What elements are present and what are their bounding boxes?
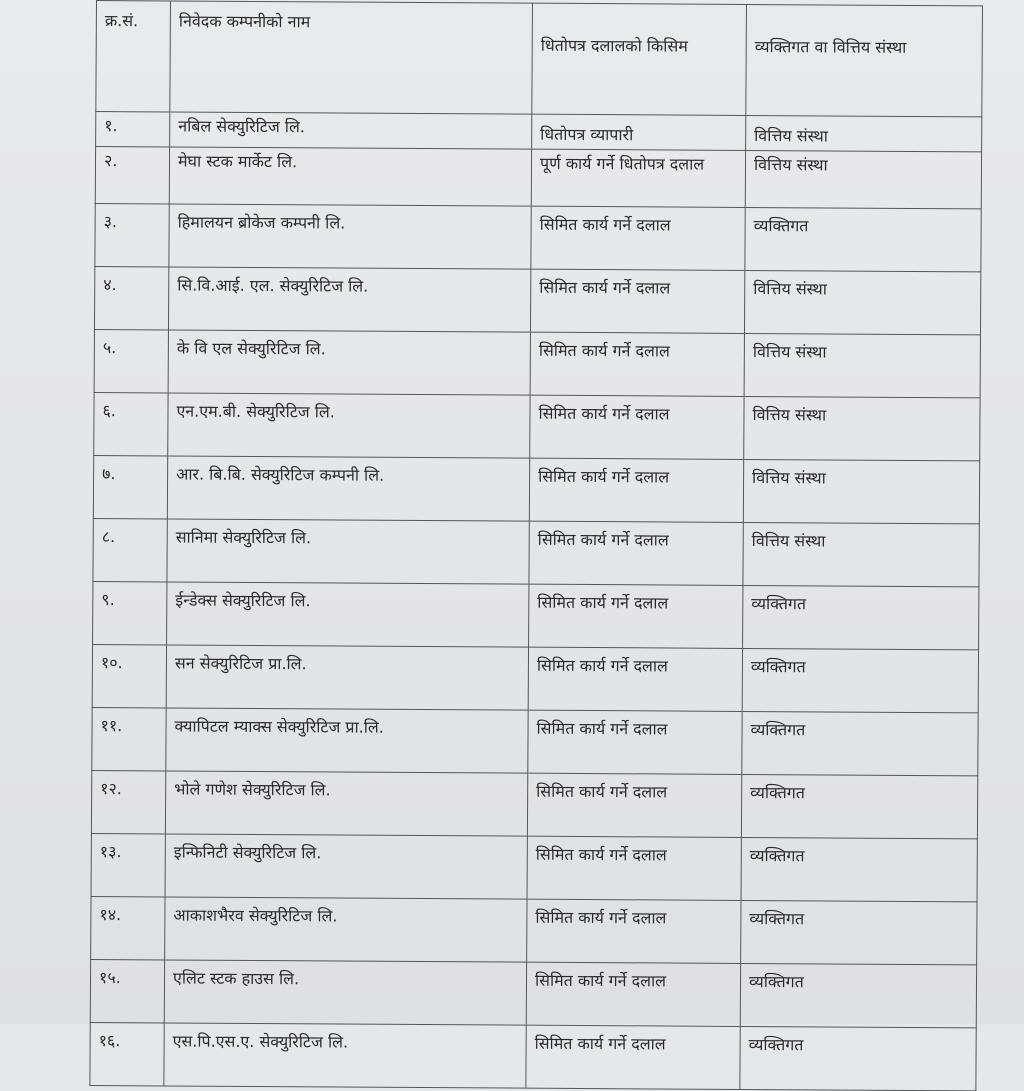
row-broker-type: सिमित कार्य गर्ने दलाल (529, 521, 743, 585)
row-serial-number: ४. (94, 266, 168, 329)
table-row (90, 1022, 976, 1090)
table-row (94, 329, 980, 397)
row-category: व्यक्तिगत (742, 648, 978, 712)
row-broker-type: सिमित कार्य गर्ने दलाल (530, 395, 744, 459)
row-company-name: आकाशभैरव सेक्युरिटिज लि. (165, 897, 527, 962)
row-category: व्यक्तिगत (741, 900, 977, 964)
table-row (96, 112, 982, 152)
row-broker-type: सिमित कार्य गर्ने दलाल (530, 269, 744, 333)
broker-applicant-table (89, 0, 983, 1091)
table-row (90, 959, 976, 1027)
row-company-name: क्यापिटल म्याक्स सेक्युरिटिज प्रा.लि. (166, 708, 528, 773)
table-row (92, 644, 978, 712)
table-row (94, 392, 980, 460)
row-serial-number: १०. (92, 644, 166, 707)
row-broker-type: सिमित कार्य गर्ने दलाल (526, 962, 740, 1026)
row-broker-type: सिमित कार्य गर्ने दलाल (529, 458, 743, 522)
table-row (95, 147, 981, 209)
row-company-name: एलिट स्टक हाउस लि. (164, 960, 526, 1025)
header-company-name: निवेदक कम्पनीको नाम (170, 1, 533, 114)
header-broker-type: धितोपत्र दलालको किसिम (532, 3, 747, 115)
row-broker-type: सिमित कार्य गर्ने दलाल (528, 647, 742, 711)
header-category: व्यक्तिगत वा वित्तिय संस्था (746, 4, 983, 116)
row-company-name: ईन्डेक्स सेक्युरिटिज लि. (167, 582, 529, 647)
row-serial-number: ५. (94, 329, 168, 392)
row-company-name: सानिमा सेक्युरिटिज लि. (167, 519, 529, 584)
row-serial-number: १६. (90, 1022, 164, 1085)
row-category: वित्तिय संस्था (744, 396, 980, 460)
table-row (95, 203, 981, 271)
row-company-name: एन.एम.बी. सेक्युरिटिज लि. (168, 393, 530, 458)
row-category: व्यक्तिगत (740, 1026, 976, 1090)
row-company-name: नबिल सेक्युरिटिज लि. (170, 112, 532, 149)
table-row (91, 770, 977, 838)
row-broker-type: सिमित कार्य गर्ने दलाल (528, 710, 742, 774)
row-category: व्यक्तिगत (741, 837, 977, 901)
row-serial-number: १. (96, 112, 170, 147)
row-serial-number: ११. (92, 707, 166, 770)
row-broker-type: सिमित कार्य गर्ने दलाल (527, 899, 741, 963)
header-serial-number: क्र.सं. (96, 1, 171, 112)
table-row (93, 455, 979, 523)
row-category: व्यक्तिगत (742, 711, 978, 775)
row-category: वित्तिय संस्था (743, 459, 979, 523)
table-row (93, 581, 979, 649)
row-serial-number: ९. (93, 581, 167, 644)
row-category: वित्तिय संस्था (743, 522, 979, 586)
row-broker-type: सिमित कार्य गर्ने दलाल (526, 1025, 740, 1089)
row-company-name: मेघा स्टक मार्केट लि. (169, 147, 531, 206)
row-category: वित्तिय संस्था (745, 150, 981, 208)
row-serial-number: २. (95, 147, 169, 204)
row-broker-type: धितोपत्र व्यापारी (532, 114, 746, 150)
row-company-name: आर. बि.बि. सेक्युरिटिज कम्पनी लि. (167, 456, 529, 521)
row-serial-number: ३. (95, 203, 169, 266)
row-broker-type: सिमित कार्य गर्ने दलाल (531, 206, 745, 270)
table-row (93, 518, 979, 586)
row-company-name: एस.पि.एस.ए. सेक्युरिटिज लि. (164, 1023, 526, 1088)
row-category: वित्तिय संस्था (744, 333, 980, 397)
row-category: वित्तिय संस्था (746, 115, 982, 151)
row-category: व्यक्तिगत (745, 207, 981, 271)
row-company-name: भोले गणेश सेक्युरिटिज लि. (165, 771, 527, 836)
row-broker-type: सिमित कार्य गर्ने दलाल (527, 773, 741, 837)
row-serial-number: १४. (91, 896, 165, 959)
row-category: व्यक्तिगत (743, 585, 979, 649)
row-broker-type: सिमित कार्य गर्ने दलाल (529, 584, 743, 648)
table-row (91, 896, 977, 964)
row-broker-type: सिमित कार्य गर्ने दलाल (527, 836, 741, 900)
table-row (92, 707, 978, 775)
row-category: व्यक्तिगत (740, 963, 976, 1027)
row-company-name: के वि एल सेक्युरिटिज लि. (168, 330, 530, 395)
row-company-name: इन्फिनिटी सेक्युरिटिज लि. (165, 834, 527, 899)
table-row (94, 266, 980, 334)
row-serial-number: १५. (90, 959, 164, 1022)
row-broker-type: पूर्ण कार्य गर्ने धितोपत्र दलाल (531, 149, 745, 207)
row-category: वित्तिय संस्था (744, 270, 980, 334)
row-serial-number: ७. (93, 455, 167, 518)
table-header-row (96, 1, 983, 117)
row-broker-type: सिमित कार्य गर्ने दलाल (530, 332, 744, 396)
row-category: व्यक्तिगत (741, 774, 977, 838)
table-row (91, 833, 977, 901)
row-serial-number: १३. (91, 833, 165, 896)
row-serial-number: ८. (93, 518, 167, 581)
row-serial-number: ६. (94, 392, 168, 455)
row-company-name: सन सेक्युरिटिज प्रा.लि. (166, 645, 528, 710)
row-company-name: हिमालयन ब्रोकेज कम्पनी लि. (169, 204, 531, 269)
row-serial-number: १२. (91, 770, 165, 833)
row-company-name: सि.वि.आई. एल. सेक्युरिटिज लि. (168, 267, 530, 332)
